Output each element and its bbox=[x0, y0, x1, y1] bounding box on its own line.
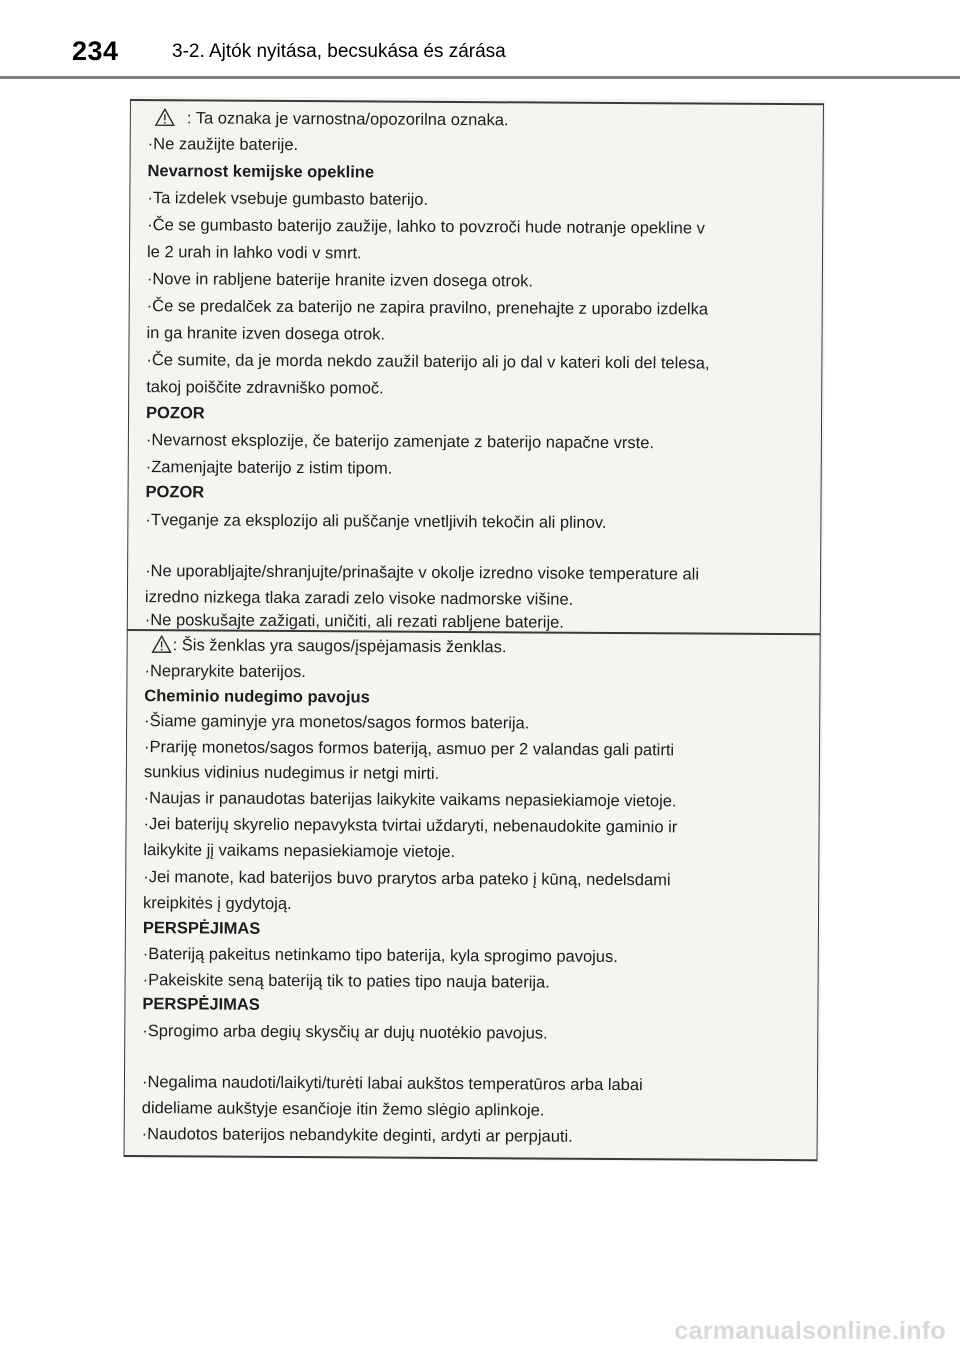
section-heading: POZOR bbox=[146, 404, 205, 423]
text-line: laikykite jį vaikams nepasiekiamoje vietoje. bbox=[143, 841, 456, 862]
text-line: ·Ta izdelek vsebuje gumbasto baterijo. bbox=[147, 189, 429, 209]
text-line: kreipkitės į gydytoją. bbox=[143, 894, 292, 914]
text-line: ·Ne uporabljajte/shranjujte/prinašajte v okolje izredno visoke temperature ali bbox=[145, 562, 700, 584]
warning-symbol-label: : Ta oznaka je varnostna/opozorilna oznaka. bbox=[186, 109, 509, 130]
warning-triangle-icon bbox=[155, 108, 175, 126]
text-line: ·Jei baterijų skyrelio nepavyksta tvirtai uždaryti, nebenaudokite gaminio ir bbox=[143, 815, 678, 837]
text-line: ·Prariję monetos/sagos formos bateriją, asmuo per 2 valandas gali patirti bbox=[143, 738, 675, 760]
warning-panel-lithuanian bbox=[124, 629, 821, 1161]
section-heading: Nevarnost kemijske opekline bbox=[147, 162, 375, 182]
section-title: 3-2. Ajtók nyitása, becsukása és zárása bbox=[172, 41, 506, 62]
text-line: ·Sprogimo arba degių skysčių ar dujų nuotėkio pavojus. bbox=[142, 1022, 548, 1043]
text-line: ·Naudotos baterijos nebandykite deginti, ardyti ar perpjauti. bbox=[141, 1125, 573, 1146]
watermark: carmanualsonline.info bbox=[674, 1317, 946, 1345]
text-line: takoj poiščite zdravniško pomoč. bbox=[146, 378, 384, 398]
text-line: ·Nevarnost eksplozije, če baterijo zamenjate z baterijo napačne vrste. bbox=[145, 431, 655, 453]
header-rule bbox=[0, 76, 960, 79]
text-line: izredno nizkega tlaka zaradi zelo visoke nadmorske višine. bbox=[144, 588, 574, 609]
section-heading: Cheminio nudegimo pavojus bbox=[144, 687, 370, 707]
section-heading: PERSPĖJIMAS bbox=[142, 919, 261, 938]
text-line: ·Ne poskušajte zažigati, uničiti, ali rezati rabljene baterije. bbox=[144, 611, 564, 632]
text-line: ·Če se gumbasto baterijo zaužije, lahko to povzroči hude notranje opekline v bbox=[147, 216, 705, 238]
text-line: ·Če sumite, da je morda nekdo zaužil baterijo ali jo dal v kateri koli del telesa, bbox=[146, 351, 710, 373]
warning-triangle-icon bbox=[152, 635, 172, 653]
text-line: ·Neprarykite baterijos. bbox=[144, 662, 306, 682]
text-line: ·Negalima naudoti/laikyti/turėti labai aukštos temperatūros arba labai bbox=[141, 1073, 643, 1095]
section-heading: POZOR bbox=[145, 483, 205, 502]
text-line: ·Tveganje za eksplozijo ali puščanje vnetljivih tekočin ali plinov. bbox=[145, 511, 607, 532]
text-line: ·Naujas ir panaudotas baterijas laikykite vaikams nepasiekiamoje vietoje. bbox=[143, 789, 677, 811]
warning-symbol-label: : Šis ženklas yra saugos/įspėjamasis ženklas. bbox=[172, 636, 507, 657]
text-line: ·Pakeiskite seną bateriją tik to paties tipo nauja baterija. bbox=[142, 971, 550, 992]
text-line: ·Če se predalček za baterijo ne zapira pravilno, prenehajte z uporabo izdelka bbox=[146, 297, 709, 319]
text-line: ·Ne zaužijte baterije. bbox=[147, 135, 299, 155]
scanned-warning-label bbox=[124, 96, 826, 1162]
text-line: le 2 urah in lahko vodi v smrt. bbox=[146, 243, 362, 263]
page-header bbox=[0, 0, 960, 80]
text-line: ·Zamenjajte baterijo z istim tipom. bbox=[145, 458, 393, 478]
page-number: 234 bbox=[72, 36, 119, 66]
warning-panel-slovenian bbox=[127, 99, 824, 634]
text-line: ·Nove in rabljene baterije hranite izven dosega otrok. bbox=[146, 270, 534, 291]
text-line: ·Šiame gaminyje yra monetos/sagos formos baterija. bbox=[144, 712, 530, 733]
text-line: ·Bateriją pakeitus netinkamo tipo baterija, kyla sprogimo pavojus. bbox=[142, 945, 618, 966]
text-line: ·Jei manote, kad baterijos buvo prarytos arba pateko į kūną, nedelsdami bbox=[143, 868, 671, 890]
section-heading: PERSPĖJIMAS bbox=[142, 995, 260, 1014]
text-line: dideliame aukštyje esančioje itin žemo slėgio aplinkoje. bbox=[141, 1099, 545, 1120]
text-line: sunkius vidinius nudegimus ir netgi mirti. bbox=[143, 763, 440, 783]
text-line: in ga hranite izven dosega otrok. bbox=[146, 324, 386, 344]
